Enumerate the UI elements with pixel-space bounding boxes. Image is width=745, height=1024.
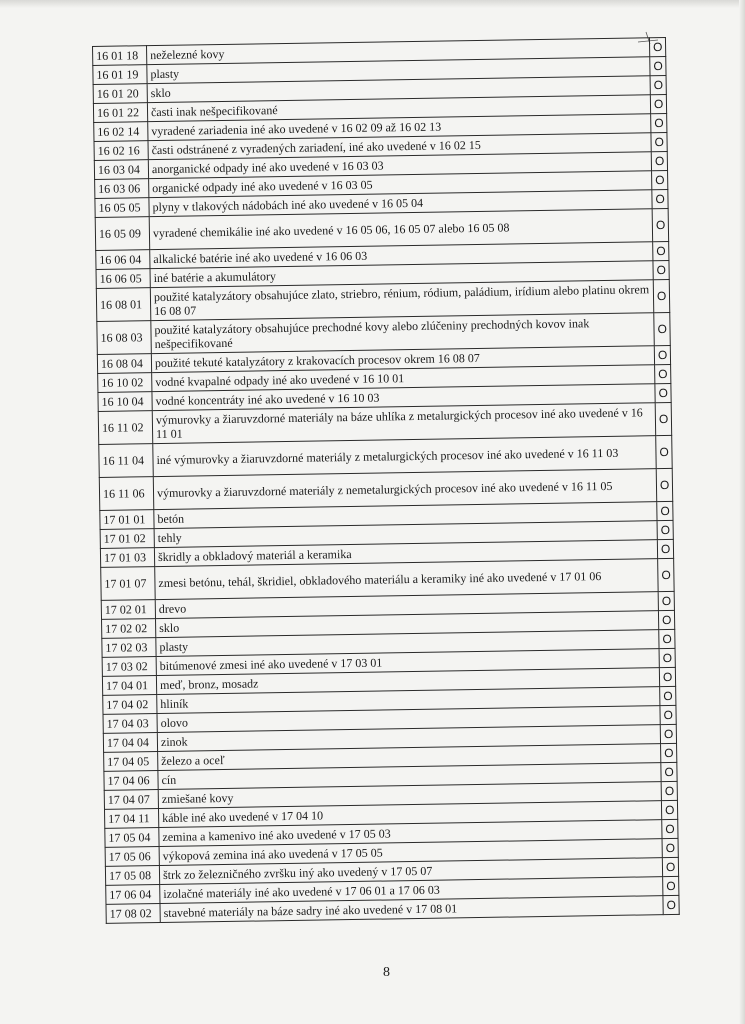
waste-description-cell: olovo [157, 706, 660, 733]
waste-description-cell: sklo [156, 611, 659, 638]
waste-description-cell: časti inak nešpecifikované [147, 95, 650, 122]
waste-category-cell: O [649, 37, 665, 56]
waste-category-cell: O [656, 435, 673, 468]
waste-code-cell: 16 01 20 [93, 84, 147, 104]
waste-category-cell: O [660, 705, 676, 724]
waste-category-cell: O [652, 208, 669, 241]
waste-description-cell: škridly a obkladový materiál a keramika [154, 540, 657, 567]
waste-code-cell: 17 02 03 [102, 638, 156, 658]
waste-description-cell: sklo [147, 76, 650, 103]
waste-description-cell: zmesi betónu, tehál, škridiel, obkladového materiálu a keramiky iné ako uvedené v 17 01 06 [155, 559, 658, 600]
waste-description-cell: výmurovky a žiaruvzdorné materiály z nemetalurgických procesov iné ako uvedené v 16 11 05 [153, 469, 656, 510]
waste-category-cell: O [662, 819, 678, 838]
waste-code-cell: 17 04 11 [104, 809, 158, 829]
waste-description-cell: hliník [157, 687, 660, 714]
waste-category-cell: O [657, 520, 673, 539]
document-page [92, 37, 680, 924]
waste-code-cell: 16 11 06 [99, 477, 154, 511]
waste-code-cell: 17 02 02 [102, 619, 156, 639]
scan-edge-right [739, 0, 745, 1024]
waste-description-cell: železo a oceľ [158, 744, 661, 771]
waste-code-cell: 16 01 18 [93, 46, 147, 66]
waste-category-cell: O [653, 241, 669, 260]
waste-category-cell: O [652, 189, 668, 208]
waste-code-cell: 17 08 02 [106, 904, 160, 924]
waste-code-cell: 17 02 01 [101, 600, 155, 620]
waste-code-cell: 16 08 01 [96, 288, 151, 322]
waste-code-cell: 16 05 09 [95, 217, 150, 251]
waste-category-cell: O [655, 364, 671, 383]
waste-code-cell: 16 05 05 [95, 198, 149, 218]
waste-code-cell: 16 10 02 [98, 373, 152, 393]
waste-description-cell: vyradené chemikálie iné ako uvedené v 16 05 06, 16 05 07 alebo 16 05 08 [149, 209, 652, 250]
waste-code-cell: 16 01 19 [93, 65, 147, 85]
waste-description-cell: organické odpady iné ako uvedené v 16 03 05 [149, 171, 652, 198]
waste-category-cell: O [653, 260, 669, 279]
waste-category-cell: O [662, 838, 678, 857]
waste-description-cell: plyny v tlakových nádobách iné ako uvedené v 16 05 04 [149, 190, 652, 217]
waste-code-cell: 16 03 06 [95, 179, 149, 199]
waste-description-cell: časti odstránené z vyradených zariadení, iné ako uvedené v 16 02 15 [148, 133, 651, 160]
waste-description-cell: káble iné ako uvedené v 17 04 10 [158, 801, 661, 828]
waste-category-cell: O [653, 279, 670, 312]
waste-category-cell: O [650, 94, 666, 113]
waste-category-cell: O [663, 895, 679, 914]
waste-code-cell: 17 01 07 [101, 567, 156, 601]
waste-category-cell: O [661, 743, 677, 762]
waste-category-cell: O [661, 800, 677, 819]
waste-description-cell: použité tekuté katalyzátory z krakovacích procesov okrem 16 08 07 [151, 346, 654, 373]
waste-description-cell: iné batérie a akumulátory [150, 261, 653, 288]
waste-description-cell: betón [154, 502, 657, 529]
waste-code-cell: 16 02 16 [94, 141, 148, 161]
waste-category-cell: O [650, 75, 666, 94]
waste-category-cell: O [651, 113, 667, 132]
waste-category-cell: O [659, 667, 675, 686]
waste-category-cell: O [658, 591, 674, 610]
waste-description-cell: stavebné materiály na báze sadry iné ako uvedené v 17 08 01 [160, 896, 663, 923]
waste-code-cell: 17 01 02 [100, 529, 154, 549]
waste-description-cell: zmiešané kovy [158, 782, 661, 809]
waste-description-cell: použité katalyzátory obsahujúce prechodné kovy alebo zlúčeniny prechodných kovov inak nešpecifikované [151, 313, 654, 354]
waste-description-cell: použité katalyzátory obsahujúce zlato, striebro, rénium, ródium, paládium, irídium alebo platinu okrem 16 08 07 [150, 280, 653, 321]
waste-code-cell: 16 10 04 [98, 392, 152, 412]
waste-category-cell: O [662, 857, 678, 876]
waste-code-cell: 17 01 01 [100, 510, 154, 530]
waste-description-cell: vodné koncentráty iné ako uvedené v 16 10 03 [152, 384, 655, 411]
waste-category-cell: O [654, 345, 670, 364]
waste-category-cell: O [651, 151, 667, 170]
waste-code-cell: 17 05 04 [105, 828, 159, 848]
waste-category-cell: O [654, 312, 671, 345]
waste-code-cell: 17 04 07 [104, 790, 158, 810]
waste-code-cell: 16 01 22 [93, 103, 147, 123]
waste-category-cell: O [658, 558, 675, 591]
waste-code-cell: 17 03 02 [102, 657, 156, 677]
scan-edge-top [0, 0, 745, 8]
waste-category-cell: O [658, 610, 674, 629]
waste-code-cell: 16 11 02 [98, 411, 153, 445]
waste-code-cell: 16 11 04 [99, 444, 154, 478]
waste-category-cell: O [656, 468, 673, 501]
waste-description-cell: zemina a kamenivo iné ako uvedené v 17 05 03 [159, 820, 662, 847]
waste-description-cell: neželezné kovy [147, 38, 650, 65]
waste-description-cell: výkopová zemina iná ako uvedená v 17 05 05 [159, 839, 662, 866]
waste-category-cell: O [659, 648, 675, 667]
waste-category-cell: O [661, 762, 677, 781]
waste-table-body [93, 37, 680, 923]
waste-code-cell: 17 04 04 [103, 733, 157, 753]
waste-description-cell: drevo [155, 592, 658, 619]
waste-code-cell: 16 06 05 [96, 269, 150, 289]
waste-description-cell: cín [158, 763, 661, 790]
waste-code-cell: 16 02 14 [94, 122, 148, 142]
waste-code-cell: 17 04 03 [103, 714, 157, 734]
waste-code-cell: 16 08 04 [97, 354, 151, 374]
waste-catalogue-table [92, 37, 680, 924]
waste-category-cell: O [661, 781, 677, 800]
waste-description-cell: zinok [157, 725, 660, 752]
waste-category-cell: O [660, 724, 676, 743]
waste-description-cell: bitúmenové zmesi iné ako uvedené v 17 03 01 [156, 649, 659, 676]
waste-code-cell: 17 04 01 [102, 676, 156, 696]
waste-description-cell: anorganické odpady iné ako uvedené v 16 03 03 [148, 152, 651, 179]
waste-code-cell: 17 06 04 [106, 885, 160, 905]
waste-category-cell: O [650, 56, 666, 75]
waste-description-cell: štrk zo železničného zvršku iný ako uvedený v 17 05 07 [159, 858, 662, 885]
waste-category-cell: O [657, 501, 673, 520]
waste-category-cell: O [651, 132, 667, 151]
waste-category-cell: O [652, 170, 668, 189]
waste-description-cell: meď, bronz, mosadz [156, 668, 659, 695]
waste-description-cell: tehly [154, 521, 657, 548]
waste-category-cell: O [663, 876, 679, 895]
waste-description-cell: plasty [147, 57, 650, 84]
waste-category-cell: O [655, 383, 671, 402]
waste-code-cell: 16 08 03 [97, 321, 152, 355]
waste-code-cell: 16 03 04 [94, 160, 148, 180]
waste-description-cell: izolačné materiály iné ako uvedené v 17 06 01 a 17 06 03 [160, 877, 663, 904]
waste-description-cell: výmurovky a žiaruvzdorné materiály na báze uhlíka z metalurgických procesov iné ako uvedené v 16 11 01 [152, 403, 655, 444]
waste-category-cell: O [660, 686, 676, 705]
waste-description-cell: vodné kvapalné odpady iné ako uvedené v 16 10 01 [152, 365, 655, 392]
waste-category-cell: O [655, 402, 672, 435]
waste-code-cell: 17 05 08 [105, 866, 159, 886]
waste-code-cell: 17 01 03 [100, 548, 154, 568]
waste-description-cell: iné výmurovky a žiaruvzdorné materiály z metalurgických procesov iné ako uvedené v 16 11 03 [153, 436, 656, 477]
waste-code-cell: 17 05 06 [105, 847, 159, 867]
waste-description-cell: alkalické batérie iné ako uvedené v 16 06 03 [150, 242, 653, 269]
waste-category-cell: O [657, 539, 673, 558]
waste-code-cell: 17 04 06 [104, 771, 158, 791]
page-number: 8 [383, 965, 390, 980]
waste-code-cell: 17 04 05 [104, 752, 158, 772]
waste-code-cell: 16 06 04 [96, 250, 150, 270]
waste-code-cell: 17 04 02 [103, 695, 157, 715]
waste-description-cell: plasty [156, 630, 659, 657]
waste-description-cell: vyradené zariadenia iné ako uvedené v 16 02 09 až 16 02 13 [148, 114, 651, 141]
waste-category-cell: O [659, 629, 675, 648]
